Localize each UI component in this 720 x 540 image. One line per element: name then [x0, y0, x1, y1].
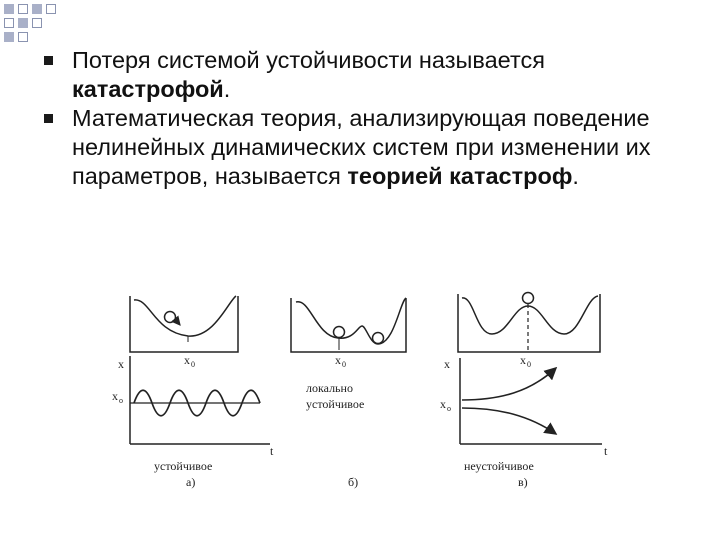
panel-c-y-label: x: [440, 397, 446, 411]
panel-a-equilibrium-label: x: [184, 353, 190, 367]
svg-text:0: 0: [342, 360, 346, 369]
bullet-bold-term: теорией катастроф: [347, 163, 573, 189]
bullet-text: Потеря системой устойчивости называется: [72, 47, 545, 73]
diverging-curve-down: [462, 408, 556, 434]
panel-a-t-label: t: [270, 444, 274, 458]
ball-b-2: [373, 333, 384, 344]
svg-text:0: 0: [191, 360, 195, 369]
panel-a: [130, 296, 270, 444]
panel-b-state-line2: устойчивое: [306, 397, 365, 411]
bullet-item: Потеря системой устойчивости называется катастрофой.: [42, 46, 682, 104]
panel-a-y-label: x: [112, 389, 118, 403]
panel-c-t-label: t: [604, 444, 608, 458]
square-bullet-icon: [44, 56, 53, 65]
potential-curve-a: [134, 296, 236, 336]
panel-b-equilibrium-label: x: [335, 353, 341, 367]
bullet-list: [42, 46, 682, 191]
potential-well-a: [130, 296, 238, 352]
panel-b-caption: б): [348, 475, 359, 489]
potential-well-b: [291, 298, 406, 352]
panel-b: [291, 298, 406, 352]
svg-text:o: o: [119, 396, 123, 405]
stability-figure: [110, 288, 620, 498]
potential-curve-b: [296, 298, 406, 344]
diverging-curve-up: [462, 368, 556, 400]
ball-c: [523, 293, 534, 304]
panel-c-x-axis-label: x: [444, 357, 450, 371]
panel-c-caption: в): [518, 475, 528, 489]
ball-b-1: [334, 327, 345, 338]
svg-text:0: 0: [527, 360, 531, 369]
bullet-item: Математическая теория, анализирующая поведение нелинейных динамических систем при изменении их параметров, называется теорией катастроф.: [42, 104, 682, 191]
ball-a: [165, 312, 176, 323]
corner-decoration: [0, 0, 70, 52]
bullet-text: Математическая теория, анализирующая поведение нелинейных динамических систем при изменении их параметров, называется: [72, 105, 651, 189]
panel-a-x-axis-label: x: [118, 357, 124, 371]
square-bullet-icon: [44, 114, 53, 123]
panel-b-state-line1: локально: [306, 381, 353, 395]
svg-text:o: o: [447, 404, 451, 413]
panel-c-equilibrium-label: x: [520, 353, 526, 367]
panel-a-state: устойчивое: [154, 459, 213, 473]
panel-a-caption: а): [186, 475, 196, 489]
bullet-bold-term: катастрофой: [72, 76, 224, 102]
panel-c-state: неустойчивое: [464, 459, 534, 473]
